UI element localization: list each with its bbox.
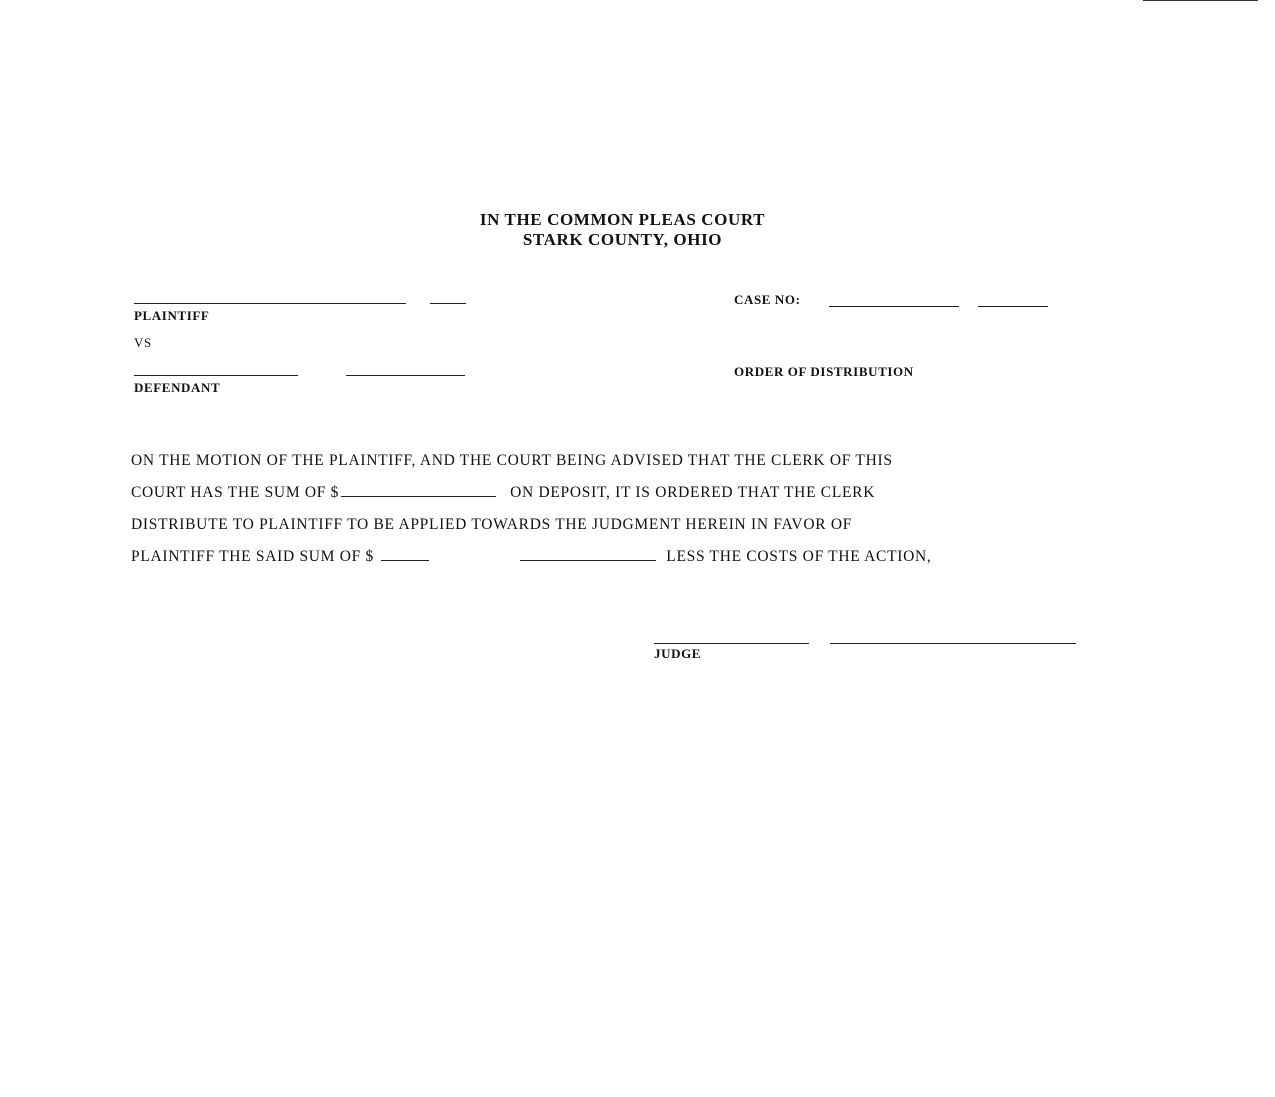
judge-signature-line-end — [830, 643, 1076, 644]
judge-signature-line — [654, 643, 809, 644]
plaintiff-blank-line-end — [430, 303, 466, 304]
court-title-line1: IN THE COMMON PLEAS COURT — [479, 210, 766, 229]
case-no-label: CASE NO: — [734, 292, 801, 307]
body-line-1: ON THE MOTION OF THE PLAINTIFF, AND THE COURT BEING ADVISED THAT THE CLERK OF THIS — [131, 452, 893, 469]
court-title-line2: STARK COUNTY, OHIO — [522, 230, 723, 249]
body-line-2-end: ON DEPOSIT, IT IS ORDERED THAT THE CLERK — [510, 484, 876, 501]
top-edge-rule — [1143, 0, 1258, 1]
defendant-blank-line — [134, 375, 298, 376]
body-line-2 — [131, 484, 875, 502]
case-no-blank-line — [829, 306, 959, 307]
judge-label: JUDGE — [654, 646, 702, 661]
body-line-3: DISTRIBUTE TO PLAINTIFF TO BE APPLIED TOWARDS THE JUDGMENT HEREIN IN FAVOR OF — [131, 516, 853, 533]
plaintiff-blank-line — [134, 303, 406, 304]
body-line-4-start: PLAINTIFF THE SAID SUM OF $ — [131, 548, 374, 565]
body-line-4 — [131, 548, 931, 566]
order-title: ORDER OF DISTRIBUTION — [734, 364, 914, 379]
body-line-2-start: COURT HAS THE SUM OF $ — [131, 484, 340, 501]
sum-amount-blank-2 — [520, 548, 656, 561]
defendant-blank-line-end — [346, 375, 465, 376]
case-no-blank-line-end — [978, 306, 1048, 307]
vs-label: VS — [134, 335, 152, 350]
defendant-label: DEFENDANT — [134, 380, 221, 395]
plaintiff-label: PLAINTIFF — [134, 308, 210, 323]
deposit-amount-blank — [341, 484, 496, 497]
sum-amount-blank-1 — [381, 548, 429, 561]
body-line-4-end: LESS THE COSTS OF THE ACTION, — [666, 548, 932, 565]
